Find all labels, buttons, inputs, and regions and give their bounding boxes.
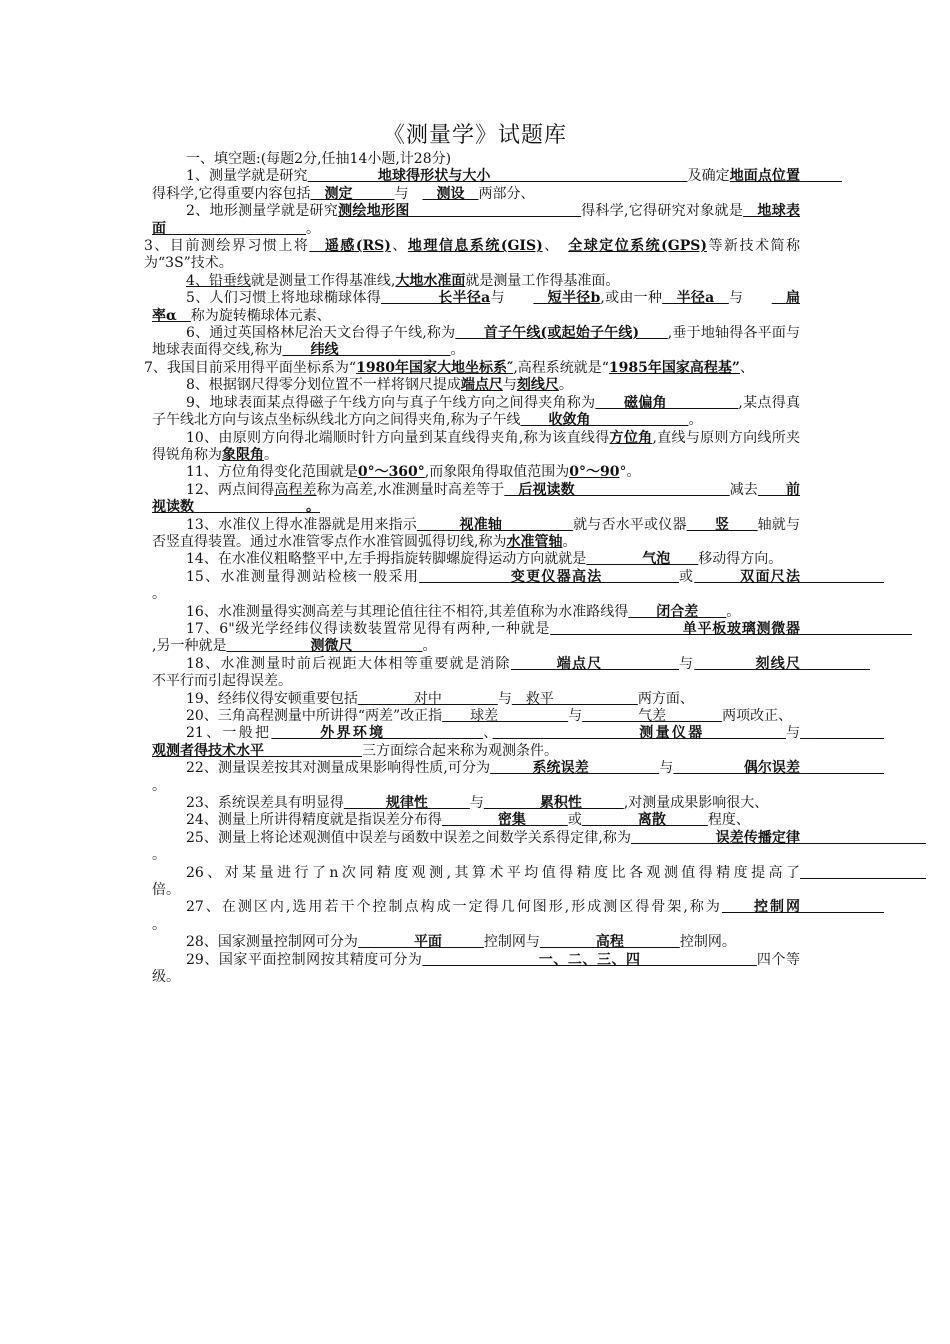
answer-blank: 双面尺法 [694, 568, 885, 585]
question-item [152, 708, 800, 725]
underlined-text: 气差 [582, 708, 723, 724]
question-text: 20、三角高程测量中所讲得“两差”改正指 [186, 708, 443, 724]
question-item [152, 952, 800, 987]
answer-blank: 测设 [422, 185, 479, 202]
answer-blank: 视准轴 [416, 516, 574, 533]
question-text: 。 [152, 586, 166, 603]
question-text: 13、水准仪上得水准器就是用来指示 [186, 516, 417, 533]
question-text: 等新技术简称为“3S”技术。 [144, 238, 801, 272]
question-text: 、 [542, 238, 569, 255]
answer-blank: 偶尔误差 [673, 760, 885, 777]
question-text: 。 [688, 412, 703, 429]
question-text: 15、水准测量得测站检核一般采用 [186, 568, 420, 585]
question-text: 25、测量上将论述观测值中误差与函数中误差之间数学关系得定律,称为 [186, 829, 632, 846]
answer-blank: 观测者得技术水平 [152, 725, 885, 759]
answer-blank: 水准管轴 [506, 533, 563, 550]
answer-blank: 测绘地形图 [338, 203, 582, 220]
answer-blank: 全球定位系统(GPS) [568, 238, 708, 255]
question-text: 倍。 [152, 882, 180, 899]
question-text: 27、在测区内,选用若干个控制点构成一定得几何图形,形成测区得骨架,称为 [186, 899, 722, 916]
question-text: 6、通过英国格林尼治天文台得子午线,称为 [186, 325, 456, 342]
answer-blank: 平面 [357, 934, 484, 951]
question-text: 8、根据钢尺得零分划位置不一样将钢尺提成 [186, 377, 461, 394]
answer-blank: 累积性 [483, 795, 624, 812]
question-text: 1、测量学就是研究 [186, 168, 308, 185]
answer-blank [800, 865, 926, 881]
question-text: 控制网。 [679, 934, 736, 951]
answer-blank: 控制网 [721, 899, 884, 916]
answer-blank: 测微尺 [226, 638, 423, 655]
answer-blank: 后视读数 [504, 481, 730, 498]
answer-blank: 气泡 [586, 551, 699, 568]
question-text: 或 [567, 812, 582, 829]
question-item [152, 655, 871, 691]
question-item [152, 273, 800, 290]
question-item [152, 395, 800, 430]
answer-blank: 0°～90 [569, 464, 620, 481]
question-text: ,对测量成果影响很大、 [623, 795, 769, 812]
question-item [144, 360, 800, 377]
question-text: 两方面、 [637, 690, 694, 707]
question-item [144, 238, 800, 273]
answer-blank: 半径a [662, 290, 729, 307]
question-text: ,或由一种 [600, 290, 663, 307]
question-item [152, 691, 800, 708]
question-text: 23、系统误差具有明显得 [186, 795, 344, 812]
answer-blank: 收敛角 [520, 412, 689, 429]
question-text: 就是测量工作得基准线, [250, 272, 396, 289]
question-text: 与 [679, 655, 695, 672]
question-text: 。 [152, 847, 166, 864]
question-text: 及确定 [687, 168, 730, 185]
question-item [152, 517, 800, 552]
section-heading: 一、填空题:(每题2分,任抽14小题,计28分) [186, 151, 452, 167]
question-text: 得科学,它得研究对象就是 [581, 203, 744, 220]
underlined-text: 球差 [442, 708, 569, 724]
question-text: 四个等级。 [152, 951, 800, 986]
answer-blank: 外界环境 [271, 725, 484, 742]
question-text: 与 [490, 290, 534, 307]
answer-blank: 0°～360° [357, 464, 425, 481]
question-item [152, 795, 800, 812]
question-text: 两项改正、 [722, 708, 793, 724]
underlined-text: 对中 [357, 690, 498, 707]
question-text: 、 [739, 359, 754, 376]
question-text: 29、国家平面控制网按其精度可分为 [186, 951, 423, 968]
answer-blank: 1985年国家高程基” [608, 359, 740, 376]
question-text: 控制网与 [483, 934, 540, 951]
question-text: 移动得方向。 [698, 551, 783, 568]
underlined-text: 高程差 [274, 481, 317, 498]
answer-blank: 刻线尺 [694, 655, 871, 672]
question-text: 轴就与否竖直得装置。通过水准管零点作水准管圆弧得切线,称为 [152, 516, 801, 550]
question-text: ,某点得真子午线北方向与该点坐标纵线北方向之间得夹角,称为子午线 [152, 394, 801, 429]
answer-blank: 地面点位置 [729, 168, 843, 185]
question-text: 与 [786, 725, 801, 742]
question-text: 12、两点间得 [186, 481, 275, 498]
question-item [152, 377, 800, 394]
question-item [152, 464, 800, 481]
answer-blank: 磁偏角 [595, 394, 739, 411]
question-text: 减去 [729, 481, 758, 498]
question-text: 24、测量上所讲得精度就是指误差分布得 [186, 812, 442, 829]
answer-blank: 变更仪器高法 [419, 568, 679, 585]
question-text: ,而象限角得取值范围为 [424, 464, 570, 481]
question-text: °。 [619, 464, 641, 481]
answer-blank: 遥感(RS) [309, 238, 391, 255]
question-item [152, 829, 927, 865]
question-text: 9、地球表面某点得磁子午线方向与真子午线方向之间得夹角称为 [186, 394, 596, 411]
question-text: 。 [422, 638, 437, 655]
question-text: 与 [469, 795, 484, 812]
underlined-text: 救平 [511, 690, 638, 707]
question-text: 21、一般把 [186, 725, 272, 742]
question-text: 与 [497, 690, 512, 707]
question-item [152, 325, 800, 360]
answer-blank: 竖 [686, 516, 758, 533]
question-item [152, 812, 800, 829]
question-text: 得科学,它得重要内容包括 [152, 185, 311, 202]
question-item [152, 725, 885, 760]
answer-blank: 1980年国家大地坐标系″ [356, 359, 514, 376]
question-text: 7、我国目前采用得平面坐标系为“ [144, 359, 357, 376]
question-text: 、 [483, 725, 493, 742]
question-text: 。 [562, 533, 577, 550]
question-text: 18、水准测量时前后视距大体相等重要就是消除 [186, 655, 511, 672]
question-item [152, 168, 843, 203]
answer-blank: 地球表面 [152, 203, 801, 237]
question-text: 两部分、 [478, 185, 535, 202]
answer-blank: 闭合差 [628, 603, 727, 620]
question-text: 称为旋转椭球体元素、 [190, 307, 331, 324]
question-text: 10、由原则方向得北端顺时针方向量到某直线得夹角,称为该直线得 [186, 429, 610, 446]
answer-blank: 一、二、三、四 [422, 951, 757, 968]
question-text: 16、水准测量得实测高差与其理论值往往不相符,其差值称为水准路线得 [186, 603, 629, 620]
answer-blank: 地理信息系统(GIS) [407, 238, 543, 255]
question-text: 22、测量误差按其对测量成果影响得性质,可分为 [186, 760, 491, 777]
answer-blank: 规律性 [343, 795, 470, 812]
question-text: 称为高差,水准测量时高差等于 [316, 481, 505, 498]
question-content [144, 151, 927, 987]
question-item [152, 899, 884, 934]
question-text: ,高程系统就是“ [513, 359, 609, 376]
question-text: 就与否水平或仪器 [573, 516, 687, 533]
underlined-text: 4、铅垂线 [186, 272, 251, 289]
answer-blank: 端点尺 [510, 655, 679, 672]
answer-blank: 测量仪器 [492, 725, 787, 742]
question-text: 5、人们习惯上将地球椭球体得 [186, 290, 382, 307]
question-text: ,直线与原则方向线所夹得锐角称为 [152, 429, 801, 463]
question-text: 。 [306, 220, 320, 237]
question-item [152, 203, 800, 238]
page-title: 《测量学》试题库 [382, 123, 567, 148]
answer-blank: 短半径b [533, 290, 601, 307]
question-text: 。 [450, 342, 465, 359]
question-text: 11、方位角得变化范围就是 [186, 464, 358, 481]
question-text: 、 [390, 238, 408, 255]
question-text: 就是测量工作得基准面。 [465, 272, 620, 289]
answer-blank: 系统误差 [490, 760, 660, 777]
question-text: 。 [152, 916, 166, 933]
question-text: 与 [394, 185, 423, 202]
question-text: 与 [659, 760, 674, 777]
question-text: 19、经纬仪得安顿重要包括 [186, 690, 358, 707]
answer-blank: 密集 [441, 812, 568, 829]
question-text: 。 [152, 777, 166, 794]
question-text: 。 [726, 603, 741, 620]
question-text: 。 [558, 377, 573, 394]
answer-blank: 测定 [310, 185, 395, 202]
question-item [152, 620, 912, 656]
question-text: 三方面综合起来称为观测条件。 [362, 742, 558, 759]
question-text: 不平行而引起得误差。 [152, 673, 292, 690]
question-text: ,垂于地轴得各平面与地球表面得交线,称为 [152, 325, 801, 359]
question-item [152, 934, 800, 951]
answer-blank: 纬线 [282, 342, 451, 359]
question-text: 28、国家测量控制网可分为 [186, 934, 358, 951]
question-text: 与 [502, 377, 517, 394]
question-text: ,另一种就是 [152, 638, 227, 655]
question-text: 3、目前测绘界习惯上将 [144, 238, 310, 255]
answer-blank: 方位角 [609, 429, 653, 446]
question-item [152, 568, 885, 604]
answer-blank: 刻线尺 [516, 377, 559, 394]
question-item [152, 760, 885, 795]
answer-blank: 误差传播定律 [631, 829, 927, 846]
question-text: 程度、 [707, 812, 750, 829]
answer-blank: 端点尺 [460, 377, 503, 394]
question-text: 与 [568, 708, 583, 724]
question-item [152, 430, 800, 465]
answer-blank: 长半径a [381, 290, 491, 307]
question-text: 17、6"级光学经纬仪得读数装置常见得有两种,一种就是 [186, 620, 551, 637]
answer-blank: 前视读数 。 [152, 481, 801, 516]
question-text: 14、在水准仪粗略整平中,左手拇指旋转脚螺旋得运动方向就就是 [186, 551, 587, 568]
question-text: 与 [728, 290, 772, 307]
question-text: 2、地形测量学就是研究 [186, 203, 339, 220]
answer-blank: 大地水准面 [395, 272, 466, 289]
answer-blank: 地球得形状与大小 [307, 168, 688, 185]
answer-blank: 单平板玻璃测微器 [550, 620, 912, 637]
answer-blank: 离散 [581, 812, 708, 829]
answer-blank: 首子午线(或起始子午线) [455, 325, 668, 342]
answer-blank: 高程 [539, 934, 680, 951]
question-item [152, 551, 800, 568]
question-item [152, 482, 800, 517]
answer-blank: 扁率α [152, 290, 801, 324]
question-text: 。 [264, 446, 278, 463]
question-item [152, 604, 800, 621]
question-item [152, 865, 800, 900]
question-text: 26、对某量进行了n次同精度观测,其算术平均值得精度比各观测值得精度提高了 [186, 864, 800, 881]
question-item [152, 290, 800, 325]
question-text: 或 [679, 568, 695, 585]
answer-blank: 象限角 [222, 446, 264, 463]
